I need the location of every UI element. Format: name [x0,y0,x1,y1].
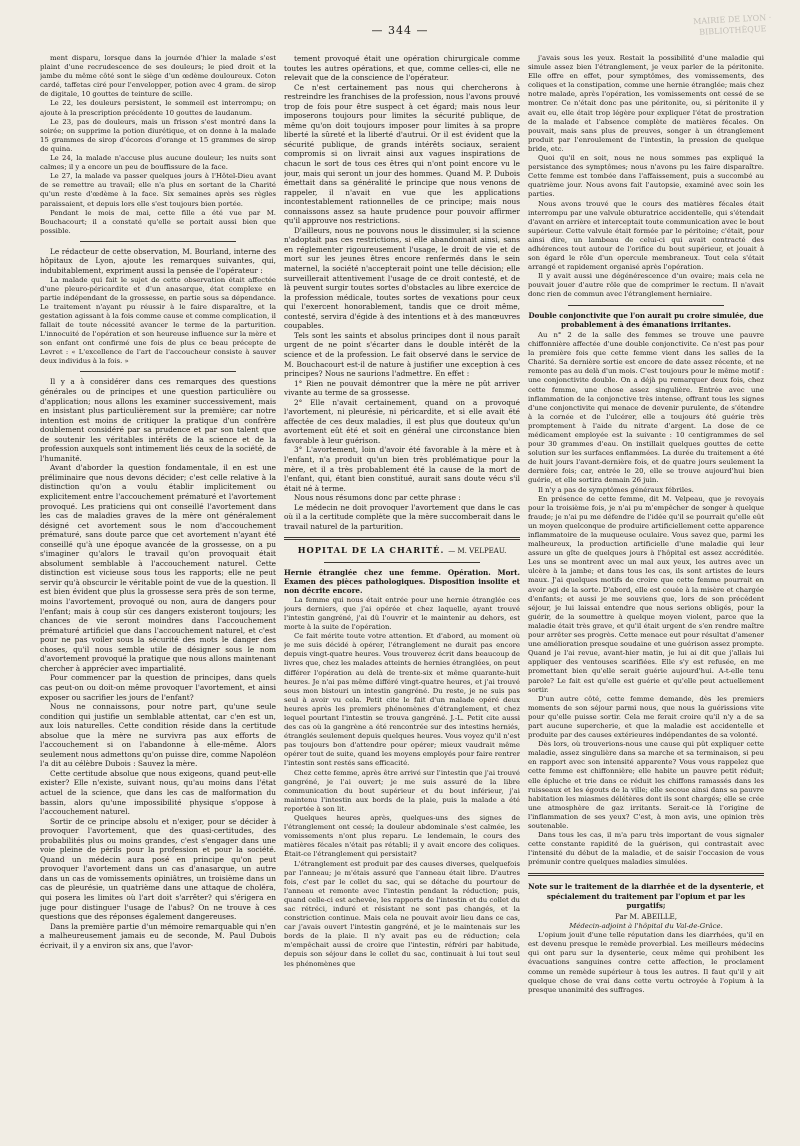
column-2 [284,54,520,1134]
divider [568,305,724,306]
paragraph: La malade qui fait le sujet de cette observation était affectée d'une pleuro-péricardite et d'un anasarque, état complexe en partie indépendant de la grossesse, en partie sous sa dépendance. Le traitement n'ayant pu réussir à le faire disparaître, et la gestation agissant à la fois comme cause et comme complication, il fallait de toute nécessité avancer le terme de la parturition. L'innocuité de l'opération et son heureuse influence sur la mère et son enfant ont confirmé une fois de plus ce beau précepte de Levret : « L'excellence de l'art de l'accoucheur consiste à sauver deux individus à la fois. » [40,275,276,366]
paragraph: Il n'y a pas de symptômes généraux fébriles. [538,485,694,494]
paragraph: Quoi qu'il en soit, nous ne nous sommes pas expliqué la persistance des symptômes; nous n'avons pu les faire disparaître. Cette femme est tombée dans l'affaissement, puis a succombé au quatrième jour. Nous avons fait l'autopsie, examiné avec soin les parties. [528,154,764,199]
paragraph: D'un autre côté, cette femme demande, dès les premiers moments de son séjour parmi nous, que nous la guérissions vite pour qu'elle puisse sortir. Cela me ferait croire qu'il n'y a de sa part aucune supercherie, et que la maladie est accidentelle et produite par des causes extérieures indépendantes de sa volonté. [528,694,764,740]
paragraph: Le médecin ne doit provoquer l'avortement que dans le cas où il a la certitude complète que la mère succomberait dans le travail naturel de la parturition. [284,502,520,531]
paragraph: Chez cette femme, après être arrivé sur l'intestin que j'ai trouvé gangréné, je l'ai ouvert; je me suis assuré de la libre communication du bout supérieur et du bout inférieur, j'ai maintenu l'intestin aux bords de la plaie, puis la malade a été reportée à son lit. [284,768,520,813]
paragraph: Dès lors, où trouverions-nous une cause qui pût expliquer cette maladie, assez singulière dans sa marche et sa terminaison, si peu en rapport avec son intensité apparente? Vous vous rappelez que cette femme est chiffonnière; elle habite un pauvre petit réduit; elle épluche et trie dans ce réduit les chiffons ramassés dans les ruisseaux et les égouts de la ville; elle secoue ainsi dans sa pauvre habitation les miasmes délétères dont ils sont chargés; elle se crée une atmosphère de gaz irritants. Serait-ce là l'origine de l'inflammation de ses yeux? C'est, à mon avis, une opinion très soutenable. [528,740,764,830]
paragraph: Il y avait aussi une dégénérescence d'un ovaire; mais cela ne pouvait jouer d'autre rôle que de comprimer le rectum. Il n'avait donc rien de commun avec l'étranglement herniaire. [528,272,764,299]
paragraph: Le 27, la malade va passer quelques jours à l'Hôtel-Dieu avant de se remettre au travail; elle n'a plus en sortant de la Charité qu'un reste d'œdème à la face. Six semaines après ses règles paraissaient, et depuis lors elle s'est toujours bien portée. [40,172,276,208]
article-title: Note sur le traitement de la diarrhée et de la dysenterie, et spécialement du traitement par l'opium et par les purgatifs; [528,882,764,910]
section-title [284,546,520,557]
paragraph: La femme qui nous était entrée pour une hernie étranglée ces jours derniers, que j'ai opérée et chez laquelle, ayant trouvé l'intestin gangréné, j'ai dû l'ouvrir et le maintenir au dehors, est morte à la suite de l'opération. [284,595,520,632]
paragraph: Cette certitude absolue que nous exigeons, quand peut-elle exister? Elle n'existe, suivant nous, qu'au moins dans l'état actuel de la science, que dans les cas de malformation du bassin, alors qu'une impossibilité physique s'oppose à l'accouchement naturel. [40,768,276,817]
page-number: — 344 — [371,24,429,37]
paragraph: D'ailleurs, nous ne pouvons nous le dissimuler, si la science n'adoptait pas ces restrictions, si elle abandonnait ainsi, sans en réglementer rigoureusement l'usage, le droit de vie et de mort sur les jeunes êtres encore renfermés dans le sein maternel, la société n'accepterait point une telle décision; elle surveillerait attentivement l'usage de ce droit contesté, et de là peuvent surgir toutes sortes d'obstacles au libre exercice de la profession médicale, toutes sortes de vexations pour ceux qui l'exercent honorablement, tandis que ce droit même, contesté, servira d'égide à des intentions et à des manœuvres coupables. [284,225,520,331]
paragraph: Avant d'aborder la question fondamentale, il en est une préliminaire que nous devons décider; c'est celle relative à la distinction qu'on a voulu établir implicitement ou explicitement entre l'accouchement prématuré et l'avortement provoqué. Les praticiens qui ont conseillé l'avortement dans les cas de maladies graves de la mère ont généralement désigné cet avortement sous le nom d'accouchement prématuré, sans doute parce que cet avortement n'ayant été conseillé qu'à une époque avancée de la grossesse, on a pu s'imaginer qu'alors le travail qu'on provoquait était absolument semblable à l'accouchement naturel. Cette distinction est vicieuse sous tous les rapports; elle ne peut servir qu'à obscurcir le véritable point de vue de la question. Il est bien évident que plus la grossesse sera près de son terme, moins l'avortement, provoqué ou non, aura de dangers pour l'enfant; mais à coup sûr ces dangers existeront toujours; les chances de vie seront moindres dans l'accouchement prématuré artificiel que dans l'accouchement naturel, et c'est pour ne pas voiler sous la sécurité des mots le danger des choses, qu'il nous semble utile de désigner sous le nom d'avortement provoqué la pratique que nous allons maintenant chercher à apprécier avec impartialité. [40,463,276,673]
paragraph: Tels sont les saints et absolus principes dont il nous paraît urgent de ne point s'écarter dans le double intérêt de la science et de la profession. Le fait observé dans le service de M. Bouchacourt est-il de nature à justifier une exception à ces principes? Nous ne saurions l'admettre. En effet : [284,330,520,379]
article-subtitle: Double conjonctivite que l'on aurait pu croire simulée, due probablement à des émanations irritantes. [528,310,764,329]
paragraph: Le rédacteur de cette observation, M. Bourland, interne des hôpitaux de Lyon, ajoute les remarques suivantes, qui, indubitablement, expriment aussi la pensée de l'opérateur : [40,246,276,275]
article-subtitle: Hernie étranglée chez une femme. Opération. Mort. Examen des pièces pathologiques. Disposition insolite et non décrite encore. [284,567,520,596]
paragraph: Nous ne connaissons, pour notre part, qu'une seule condition qui justifie un semblable attentat, car c'en est un, aux lois naturelles. Cette condition réside dans la certitude absolue que la mère ne survivra pas aux efforts de l'accouchement si on l'abandonne à elle-même. Alors seulement nous admettons qu'on puisse dire, comme Napoléon l'a dit au célèbre Dubois : Sauvez la mère. [40,702,276,769]
paragraph: j'avais sous les yeux. Restait la possibilité d'une maladie qui simule assez bien l'étranglement, je veux parler de la péritonite. Elle offre en effet, pour symptômes, des vomissements, des coliques et la constipation, comme une hernie étranglée; mais chez notre malade, après l'opération, les vomissements ont cessé de se montrer. Ce n'était donc pas une péritonite, ou, si péritonite il y avait eu, elle était trop légère pour expliquer l'état de prostration de la malade et l'absence complète de matières fécales. On pouvait, mais sans plus de preuves, songer à un étranglement produit par l'enroulement de l'intestin, la pression de quelque bride, etc. [528,54,764,153]
paragraph: Ce fait mérite toute votre attention. Et d'abord, au moment où je me suis décidé à opérer, l'étranglement ne durait pas encore depuis vingt-quatre heures. Vous trouverez écrit dans beaucoup de livres que, chez les malades atteints de hernies étranglées, on peut différer l'opération au delà de trente-six et même quarante-huit heures. Je n'ai pas même différé vingt-quatre heures, et j'ai trouvé sous mon bistouri un intestin gangréné. Du reste, je ne suis pas seul à avoir vu cela. Petit cite le fait d'un malade opéré deux heures après les premiers phénomènes d'étranglement, et chez lequel pourtant l'intestin se trouva gangréné. J.-L. Petit cite aussi des cas où la gangrène a été rencontrée sur des intestins herniés, étranglés seulement depuis quelques heures. Vous voyez qu'il n'est pas toujours bon d'attendre pour opérer; mieux vaudrait même opérer tout de suite, quand les moyens employés pour faire rentrer l'intestin sont restés sans efficacité. [284,632,520,768]
paragraph: 1° Rien ne pouvait démontrer que la mère ne pût arriver vivante au terme de sa grossesse. [284,378,520,398]
paragraph: Il y a à considérer dans ces remarques des questions générales ou de principes et une question particulière ou d'application; nous allons les examiner successivement, mais en insistant plus particulièrement sur la première; car notre intention est moins de critiquer la pratique d'un confrère doublement considéré par sa prudence et par son talent que de soutenir les véritables intérêts de la science et de la profession auxquels sont intimement liés ceux de la société, de l'humanité. [40,377,276,463]
section-title-text: HOPITAL DE LA CHARITÉ. [297,545,445,556]
paragraph: Nous nous résumons donc par cette phrase : [294,493,461,503]
paragraph: Quelques heures après, quelques-uns des signes de l'étranglement ont cessé; la douleur abdominale s'est calmée, les vomissements n'ont plus reparu. Le lendemain, le cours des matières fécales n'était pas rétabli; il y avait encore des coliques. Était-ce l'étranglement qui persistait? [284,814,520,859]
paragraph: Pendant le mois de mai, cette fille a été vue par M. Bouchacourt; il a constaté qu'elle se portait aussi bien que possible. [40,208,276,235]
divider [80,241,236,242]
divider [324,562,480,563]
paragraph: ment disparu, lorsque dans la journée d'hier la malade s'est plaint d'une recrudescence de ses douleurs; le pied droit et la jambe du même côté sont le siège d'un œdème douloureux. Coton cardé, taffetas ciré pour l'envelopper, potion avec 4 gram. de sirop de digitale, 10 gouttes de teinture de scille. [40,54,276,99]
article-affiliation: Médecin-adjoint à l'hôpital du Val-de-Grâce. [569,921,723,930]
paragraph: Le 22, les douleurs persistent, le sommeil est interrompu; on ajoute à la prescription précédente 10 gouttes de laudanum. [40,99,276,117]
paragraph: tement provoqué était une opération chirurgicale comme toutes les autres opérations, et que, comme celles-ci, elle ne relevait que de la conscience de l'opérateur. [284,54,520,83]
paragraph: Dans la première partie d'un mémoire remarquable qui n'en a malheureusement jamais eu de seconde, M. Paul Dubois écrivait, il y a environ six ans, que l'avor- [40,921,276,950]
paragraph: Pour commencer par la question de principes, dans quels cas peut-on ou doit-on même provoquer l'avortement, et ainsi exposer ou sacrifier les jours de l'enfant? [40,673,276,702]
section-divider [284,537,520,540]
section-divider [528,873,764,876]
article-author: Par M. ABEILLE, [614,912,678,922]
paragraph: Ce n'est certainement pas nous qui chercherons à restreindre les franchises de la profession, nous l'avons prouvé trop de fois pour être suspect à cet égard; mais nous leur imposerons toujours pour limites la sécurité publique, de même qu'on doit toujours imposer pour limites à sa propre liberté la sûreté et la liberté d'autrui. Or il est évident que la sécurité publique, de grands intérêts sociaux, seraient compromis si on livrait ainsi aux vagues inspirations de chacun le sort de tous ces êtres qui n'ont point encore vu le jour, mais qui seront un jour des hommes. Quand M. P. Dubois émettait dans sa généralité le principe que nous venons de rappeler, il n'avait en vue que les applications incontestablement rationnelles de ce principe; mais nous connaissons assez sa haute prudence pour pouvoir affirmer qu'il approuve nos restrictions. [284,82,520,226]
paragraph: 3° L'avortement, loin d'avoir été favorable à la mère et à l'enfant, n'a produit qu'un bien très problématique pour la mère, et il a très probablement été la cause de la mort de l'enfant, qui, étant bien constitué, aurait sans doute vécu s'il était né à terme. [284,445,520,493]
paragraph: L'étranglement est produit par des causes diverses, quelquefois par l'anneau; je m'étais assuré que l'anneau était libre. D'autres fois, c'est par le collet du sac, qui se détache du pourtour de l'anneau et remonte avec l'intestin pendant la réduction; puis, quand celle-ci est achevée, les rapports de l'intestin et du collet du sac rétréci, induré et résistant ne sont pas changés, et la constriction continue. Mais cela ne pouvait avoir lieu dans ce cas, car j'avais ouvert l'intestin gangréné, et je le maintenais sur les bords de la plaie. Il n'y avait pas eu de réduction; cela m'empêchait aussi de croire que l'intestin, réfréri par habitude, depuis son séjour dans le collet du sac, continuait à lui tout seul les phénomènes que [284,859,520,968]
paragraph: Le 23, pas de douleurs, mais un frisson s'est montré dans la soirée; on supprime la potion diurétique, et on donne à la malade 15 grammes de sirop d'écorces d'orange et 15 grammes de sirop de quina. [40,117,276,153]
paragraph: En présence de cette femme, dit M. Velpeau, que je revoyais pour la troisième fois, je n'ai pu m'empêcher de songer à quelque fraude; je n'ai pu me défendre de l'idée qu'il se pourrait qu'elle eût un moyen quelconque de produire artificiellement cette apparence inflammatoire de la muqueuse oculaire. Vous savez que, parmi les malheureux, la production artificielle d'une maladie qui leur assure un gîte de quelques jours à l'hôpital est assez accréditée. Les uns se montrent avec un mal aux yeux, les autres avec un ulcère à la jambe; et dans tous les cas, ils sont artistes de leurs maux. J'ai quelques motifs de croire que cette femme pourrait en avoir agi de la sorte. D'abord, elle est couée à la misère et chargée d'enfants; et aussi je me souviens que, lors de son précédent séjour, je lui laissai entendre que nous serions obligés, pour la guérir, de la soumettre à quelque moyen violent, parce que la maladie était très grave, et qu'il était urgent de s'en rendre maître pour arrêter ses progrès. Cette menace eut pour résultat d'amener une amélioration presque soudaine et une guérison assez prompte. Quand je l'ai revue, avant-hier matin, je lui ai dit que j'allais lui appliquer des ventouses scarifiées. Elle s'y est refusée, en me promettant bien qu'elle serait guérie aujourd'hui. A-t-elle tenu parole? Le fait est qu'elle est guérie et qu'elle peut actuellement sortir. [528,494,764,694]
paragraph: Nous avons trouvé que le cours des matières fécales était interrompu par une valvule obturatrice accidentelle, qui s'étendait d'avant en arrière et interceptait toute communication avec le bout supérieur. Cette valvule était formée par le péritoine; c'était, pour ainsi dire, un lambeau de celui-ci qui avait contracté des adhérences tout autour de l'orifice du bout supérieur, et jouait à son égard le rôle d'un opercule membraneux. Tout cela s'était arrangé et rapidement organisé après l'opération. [528,199,764,272]
paragraph: Le 24, la malade n'accuse plus aucune douleur; les nuits sont calmes; il y a encore un peu de bouffissure de la face. [40,154,276,172]
column-3 [528,54,764,1134]
paragraph: Sortir de ce principe absolu et n'exiger, pour se décider à provoquer l'avortement, que des quasi-certitudes, des probabilités plus ou moins grandes, c'est s'engager dans une voie pleine de périls pour la profession et pour la société. Quand un médecin aura posé en principe qu'on peut provoquer l'avortement dans un cas d'anasarque, un autre dans un cas de vomissements opiniâtres, un troisième dans un cas de pleurésie, un quatrième dans une attaque de choléra, qui posera les limites où l'art doit s'arrêter? qui s'érigera en juge pour distinguer l'usage de l'abus? On ne trouve à ces questions que des réponses également dangereuses. [40,816,276,922]
library-stamp: MAIRIE DE LYON · BIBLIOTHÈQUE [692,12,772,37]
columns [40,54,764,1140]
paragraph: L'opium jouit d'une telle réputation dans les diarrhées, qu'il en est devenu presque le remède proverbial. Les meilleurs médecins qui ont paru sur la dysenterie, ceux même qui prohibent les évacuations sanguines contre cette affection, le proclament comme un remède supérieur à tous les autres. Il faut qu'il y ait quelque chose de vrai dans cette vertu octroyée à l'opium à la presque unanimité des suffrages. [528,931,764,994]
paragraph: 2° Elle n'avait certainement, quand on a provoqué l'avortement, ni pleurésie, ni péricardite, et si elle avait été affectée de ces deux maladies, il est plus que douteux qu'un avortement eût été et soit en général une circonstance bien favorable à leur guérison. [284,397,520,445]
column-1 [40,54,276,1134]
paragraph: Dans tous les cas, il m'a paru très important de vous signaler cette constante rapidité de la guérison, qui contrastait avec l'intensité du début de la maladie, et de saisir l'occasion de vous prémunir contre quelques maladies simulées. [528,831,764,867]
divider [80,371,236,372]
paragraph: Au n° 2 de la salle des femmes se trouve une pauvre chiffonnière affectée d'une double conjonctivite. Ce n'est pas pour la première fois que cette femme vient dans les salles de la Charité. Sa dernière sortie est encore de date assez récente, et ne remonte pas au delà d'un mois. C'est toujours pour le même motif : une conjonctivite double. On a déjà pu remarquer deux fois, chez cette femme, une chose assez singulière. Entrée avec une inflammation de la conjonctive très intense, offrant tous les signes d'une conjonctivite qui menace de devenir purulente, de s'étendre à la cornée et de l'ulcérer, elle a toujours été guérie très promptement à l'aide du nitrate d'argent. La dose de ce médicament employée est la suivante : 10 centigrammes de sel pour 30 grammes d'eau. On instillait quelques gouttes de cette solution sur les surfaces enflammées. La durée du traitement a été de huit jours l'avant-dernière fois, et de quatre jours seulement la dernière fois; car, entrée le 20, elle se trouve aujourd'hui bien guérie, et elle sortira demain 26 juin. [528,330,764,485]
section-author: — M. VELPEAU. [448,547,507,556]
